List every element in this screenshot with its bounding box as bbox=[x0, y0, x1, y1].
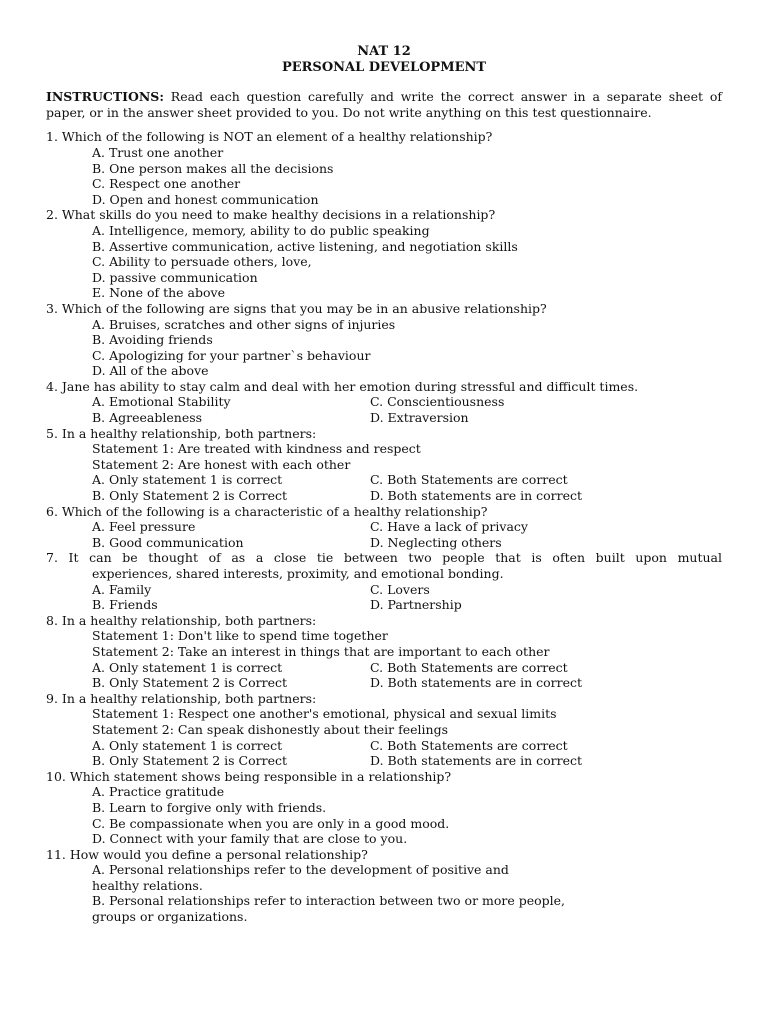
q6-option-d: D. Neglecting others bbox=[370, 534, 502, 550]
q10-option-a: A. Practice gratitude bbox=[92, 784, 225, 800]
q8-statement-2: Statement 2: Take an interest in things that are important to each other bbox=[92, 643, 550, 659]
q5-option-d: D. Both statements are in correct bbox=[370, 488, 583, 504]
q4-options-row-1 bbox=[46, 394, 722, 410]
q11-option-a-line-2: healthy relations. bbox=[92, 877, 203, 893]
q2-option-c: C. Ability to persuade others, love, bbox=[92, 254, 312, 270]
q6-option-c: C. Have a lack of privacy bbox=[370, 519, 528, 535]
q5-option-a: A. Only statement 1 is correct bbox=[92, 472, 283, 488]
q3-option-d: D. All of the above bbox=[92, 363, 209, 379]
q7-options-row-2 bbox=[46, 597, 722, 613]
q2-option-a: A. Intelligence, memory, ability to do public speaking bbox=[92, 222, 430, 238]
q8-option-d: D. Both statements are in correct bbox=[370, 675, 583, 691]
q2-option-b: B. Assertive communication, active listening, and negotiation skills bbox=[92, 238, 518, 254]
question-8: 8. In a healthy relationship, both partners: bbox=[46, 612, 317, 628]
question-7 bbox=[46, 550, 722, 581]
q7-stem-line-2: experiences, shared interests, proximity, and emotional bonding. bbox=[92, 566, 504, 581]
q8-option-b: B. Only Statement 2 is Correct bbox=[92, 675, 287, 691]
question-11: 11. How would you define a personal relationship? bbox=[46, 846, 368, 862]
q9-option-c: C. Both Statements are correct bbox=[370, 737, 568, 753]
instructions-label: INSTRUCTIONS: bbox=[46, 89, 164, 105]
q9-option-d: D. Both statements are in correct bbox=[370, 753, 583, 769]
question-6: 6. Which of the following is a characteristic of a healthy relationship? bbox=[46, 503, 488, 519]
q7-option-b: B. Friends bbox=[92, 597, 158, 613]
q9-option-b: B. Only Statement 2 is Correct bbox=[92, 753, 287, 769]
question-5: 5. In a healthy relationship, both partners: bbox=[46, 425, 317, 441]
q11-option-b-line-2: groups or organizations. bbox=[92, 909, 248, 925]
test-code: NAT 12 bbox=[357, 44, 411, 59]
q2-option-e: E. None of the above bbox=[92, 285, 225, 301]
q1-option-c: C. Respect one another bbox=[92, 176, 241, 192]
q8-options-row-1 bbox=[46, 660, 722, 676]
question-10: 10. Which statement shows being responsible in a relationship? bbox=[46, 768, 452, 784]
q8-statement-1: Statement 1: Don't like to spend time together bbox=[92, 628, 388, 644]
q9-options-row-1 bbox=[46, 738, 722, 754]
q7-options-row-1 bbox=[46, 582, 722, 598]
q11-option-a-line-1: A. Personal relationships refer to the development of positive and bbox=[92, 862, 509, 878]
q7-option-a: A. Family bbox=[92, 581, 152, 597]
q4-option-b: B. Agreeableness bbox=[92, 410, 203, 426]
q7-stem-line-1: 7. It can be thought of as a close tie between two people that is often built upon mutual bbox=[46, 550, 722, 566]
q6-option-b: B. Good communication bbox=[92, 534, 244, 550]
q6-options-row-2 bbox=[46, 535, 722, 551]
q6-option-a: A. Feel pressure bbox=[92, 519, 196, 535]
q8-options-row-2 bbox=[46, 675, 722, 691]
test-page bbox=[46, 44, 722, 925]
q5-options-row-2 bbox=[46, 488, 722, 504]
instructions bbox=[46, 89, 722, 120]
q9-option-a: A. Only statement 1 is correct bbox=[92, 737, 283, 753]
q5-option-b: B. Only Statement 2 is Correct bbox=[92, 488, 287, 504]
q4-options-row-2 bbox=[46, 410, 722, 426]
subject-title: PERSONAL DEVELOPMENT bbox=[281, 59, 487, 75]
q7-option-c: C. Lovers bbox=[370, 581, 430, 597]
question-1: 1. Which of the following is NOT an element of a healthy relationship? bbox=[46, 129, 493, 145]
question-9: 9. In a healthy relationship, both partners: bbox=[46, 690, 317, 706]
question-4: 4. Jane has ability to stay calm and deal with her emotion during stressful and difficult times. bbox=[46, 378, 639, 394]
q7-option-d: D. Partnership bbox=[370, 597, 462, 613]
question-3: 3. Which of the following are signs that you may be in an abusive relationship? bbox=[46, 300, 547, 316]
q9-options-row-2 bbox=[46, 753, 722, 769]
q9-statement-2: Statement 2: Can speak dishonestly about their feelings bbox=[92, 721, 448, 737]
instructions-text: Read each question carefully and write the correct answer in a separate sheet of paper, or in the answer sheet provided to you. Do not write anything on this test questionnaire. bbox=[46, 89, 722, 120]
q8-option-a: A. Only statement 1 is correct bbox=[92, 659, 283, 675]
q2-option-d: D. passive communication bbox=[92, 269, 258, 285]
q4-option-d: D. Extraversion bbox=[370, 410, 469, 426]
q11-option-b-line-1: B. Personal relationships refer to interaction between two or more people, bbox=[92, 893, 566, 909]
q10-option-b: B. Learn to forgive only with friends. bbox=[92, 799, 327, 815]
q5-option-c: C. Both Statements are correct bbox=[370, 472, 568, 488]
q10-option-d: D. Connect with your family that are close to you. bbox=[92, 831, 408, 847]
q8-option-c: C. Both Statements are correct bbox=[370, 659, 568, 675]
q1-option-d: D. Open and honest communication bbox=[92, 191, 319, 207]
q5-statement-2: Statement 2: Are honest with each other bbox=[92, 456, 351, 472]
q4-option-c: C. Conscientiousness bbox=[370, 394, 505, 410]
q1-option-a: A. Trust one another bbox=[92, 144, 224, 160]
q6-options-row-1 bbox=[46, 519, 722, 535]
q1-option-b: B. One person makes all the decisions bbox=[92, 160, 334, 176]
q10-option-c: C. Be compassionate when you are only in a good mood. bbox=[92, 815, 450, 831]
q3-option-a: A. Bruises, scratches and other signs of injuries bbox=[92, 316, 396, 332]
q4-option-a: A. Emotional Stability bbox=[92, 394, 231, 410]
q5-options-row-1 bbox=[46, 472, 722, 488]
q9-statement-1: Statement 1: Respect one another's emotional, physical and sexual limits bbox=[92, 706, 557, 722]
q3-option-c: C. Apologizing for your partner`s behaviour bbox=[92, 347, 371, 363]
question-2: 2. What skills do you need to make healthy decisions in a relationship? bbox=[46, 207, 496, 223]
q3-option-b: B. Avoiding friends bbox=[92, 332, 213, 348]
q5-statement-1: Statement 1: Are treated with kindness and respect bbox=[92, 441, 421, 457]
